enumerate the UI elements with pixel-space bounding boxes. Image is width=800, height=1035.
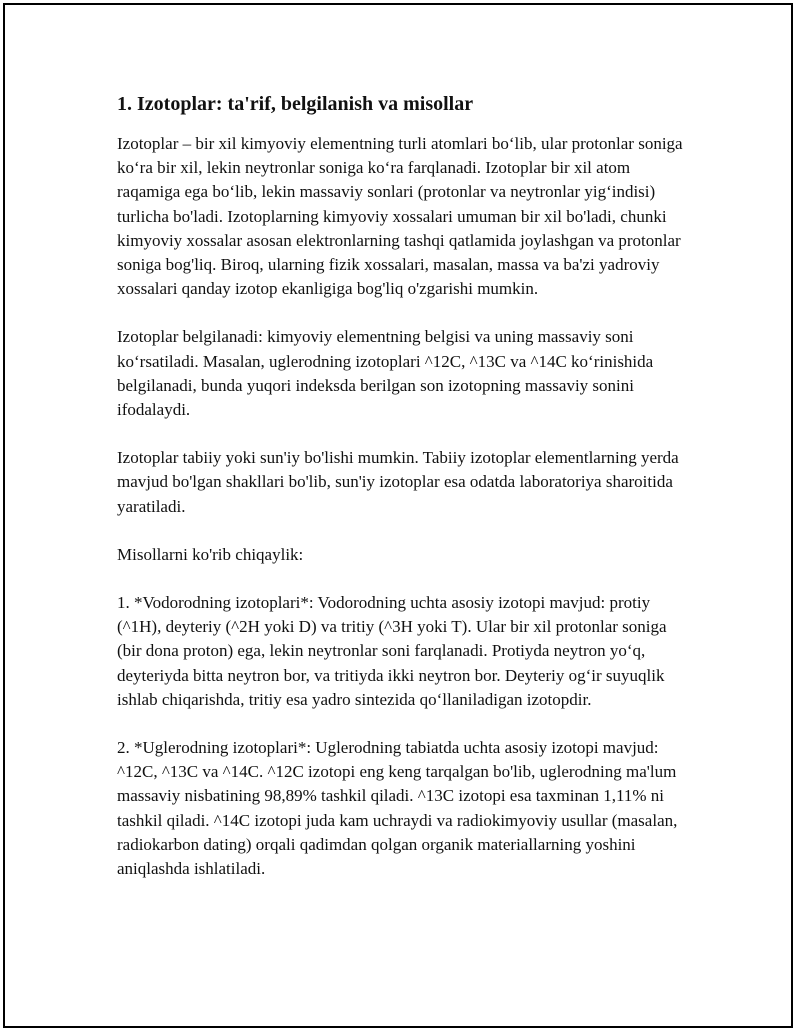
paragraph-hydrogen-isotopes: 1. *Vodorodning izotoplari*: Vodorodning uchta asosiy izotopi mavjud: protiy (^1H), deyteriy (^2H yoki D) va tritiy (^3H yoki T). Ular bir xil protonlar soniga (bir dona proton) ega, lekin neytronlar soni farqlanadi. Protiyda neytron yo‘q, deyteriyda bitta neytron bor, va tritiyda ikki neytron bor. Deyteriy og‘ir suyuqlik ishlab chiqarishda, tritiy esa yadro sintezida qo‘llaniladigan izotopdir. xyxy=(117,593,667,709)
paragraph-carbon-isotopes: 2. *Uglerodning izotoplari*: Uglerodning tabiatda uchta asosiy izotopi mavjud: ^12C, ^13C va ^14C. ^12C izotopi eng keng tarqalgan bo'lib, uglerodning ma'lum massaviy nisbatining 98,89% tashkil qiladi. ^13C izotopi esa taxminan 1,11% ni tashkil qiladi. ^14C izotopi juda kam uchraydi va radiokimyoviy usullar (masalan, radiokarbon dating) orqali qadimdan qolgan organik materiallarning yoshini aniqlashda ishlatiladi. xyxy=(117,738,678,879)
paragraph-examples-intro: Misollarni ko'rib chiqaylik: xyxy=(117,544,304,564)
section-heading: 1. Izotoplar: ta'rif, belgilanish va misollar xyxy=(117,93,474,115)
paragraph-definition: Izotoplar – bir xil kimyoviy elementning turli atomlari bo‘lib, ular protonlar soniga ko‘ra bir xil, lekin neytronlar soniga ko‘ra farqlanadi. Izotoplar bir xil atom raqamiga ega bo‘lib, lekin massaviy sonlari (protonlar va neytronlar yig‘indisi) turlicha bo'ladi. Izotoplarning kimyoviy xossalari umuman bir xil bo'ladi, chunki kimyoviy xossalar asosan elektronlarning tashqi qatlamida joylashgan va protonlar soniga bog'liq. Biroq, ularning fizik xossalari, masalan, massa va ba'zi yadroviy xossalari qanday izotop ekanligiga bog'liq o'zgarishi mumkin. xyxy=(117,134,683,299)
document-body xyxy=(117,90,687,905)
paragraph-natural-artificial: Izotoplar tabiiy yoki sun'iy bo'lishi mumkin. Tabiiy izotoplar elementlarning yerda mavjud bo'lgan shakllari bo'lib, sun'iy izotoplar esa odatda laboratoriya sharoitida yaratiladi. xyxy=(117,448,679,516)
paragraph-notation: Izotoplar belgilanadi: kimyoviy elementning belgisi va uning massaviy soni ko‘rsatiladi. Masalan, uglerodning izotoplari ^12C, ^13C va ^14C ko‘rinishida belgilanadi, bunda yuqori indeksda berilgan son izotopning massaviy sonini ifodalaydi. xyxy=(117,327,654,420)
